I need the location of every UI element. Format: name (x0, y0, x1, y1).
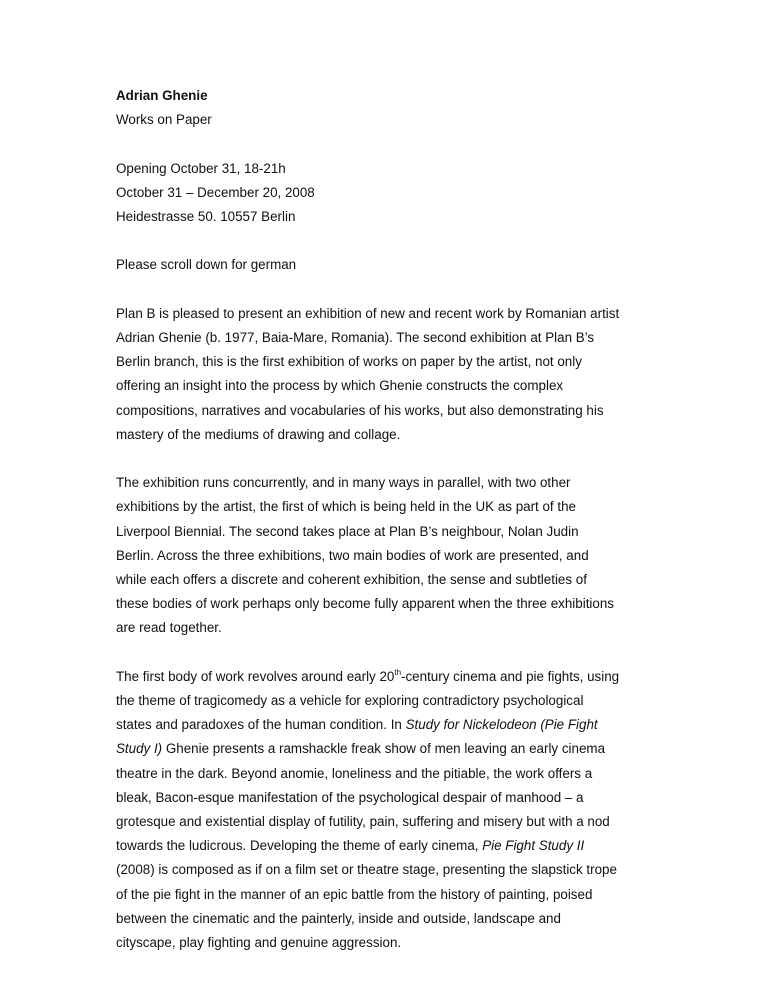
text-segment: The first body of work revolves around early 20 (116, 668, 395, 684)
spacer (116, 132, 662, 156)
paragraph-cinema (116, 665, 662, 955)
text-segment: Ghenie presents a ramshackle freak show of men leaving an early cinema (162, 741, 606, 757)
text-line: Adrian Ghenie (b. 1977, Baia-Mare, Romania). The second exhibition at Plan B’s (116, 329, 595, 345)
text-line: offering an insight into the process by which Ghenie constructs the complex (116, 378, 564, 394)
text-line: these bodies of work perhaps only become fully apparent when the three exhibitions (116, 596, 614, 612)
text-line: bleak, Bacon-esque manifestation of the psychological despair of manhood – a (116, 789, 584, 805)
text-line: Berlin branch, this is the first exhibition of works on paper by the artist, not only (116, 354, 582, 370)
document-page (116, 84, 662, 979)
opening-line: Opening October 31, 18-21h (116, 160, 286, 176)
text-line: are read together. (116, 620, 222, 636)
artist-name: Adrian Ghenie (116, 88, 208, 103)
text-line: Berlin. Across the three exhibitions, two main bodies of work are presented, and (116, 547, 589, 563)
gallery-address: Heidestrasse 50. 10557 Berlin (116, 209, 296, 224)
language-note: Please scroll down for german (116, 257, 297, 273)
text-line: of the pie fight in the manner of an epic battle from the history of painting, poised (116, 886, 593, 902)
paragraph-intro (116, 302, 662, 447)
spacer (116, 278, 662, 302)
text-line: (2008) is composed as if on a film set or theatre stage, presenting the slapstick trope (116, 862, 617, 878)
text-line: Liverpool Biennial. The second takes place at Plan B’s neighbour, Nolan Judin (116, 523, 579, 539)
work-title: Study for Nickelodeon (Pie Fight (405, 717, 598, 733)
text-line: the theme of tragicomedy as a vehicle for exploring contradictory psychological (116, 693, 584, 708)
text-line: between the cinematic and the painterly, inside and outside, landscape and (116, 910, 561, 926)
text-line (116, 737, 662, 761)
exhibition-title: Works on Paper (116, 112, 212, 128)
text-line (116, 713, 662, 737)
text-segment: -century cinema and pie fights, using (401, 668, 620, 684)
text-line: Plan B is pleased to present an exhibition of new and recent work by Romanian artist (116, 305, 620, 321)
text-line: exhibitions by the artist, the first of which is being held in the UK as part of the (116, 499, 576, 515)
spacer (116, 229, 662, 253)
text-line: while each offers a discrete and coherent exhibition, the sense and subtleties of (116, 572, 587, 587)
superscript: th (394, 667, 402, 677)
paragraph-exhibitions (116, 471, 662, 640)
text-line: compositions, narratives and vocabularies of his works, but also demonstrating his (116, 402, 604, 418)
text-line (116, 665, 662, 689)
work-title: Pie Fight Study II (482, 838, 585, 854)
work-title: Study I) (116, 741, 163, 757)
text-line: grotesque and existential display of futility, pain, suffering and misery but with a nod (116, 814, 610, 830)
text-line: cityscape, play fighting and genuine aggression. (116, 935, 402, 951)
exhibition-dates: October 31 – December 20, 2008 (116, 184, 315, 200)
text-line (116, 834, 662, 858)
text-line: theatre in the dark. Beyond anomie, loneliness and the pitiable, the work offers a (116, 765, 593, 781)
text-segment: towards the ludicrous. Developing the theme of early cinema, (116, 838, 483, 854)
text-segment: states and paradoxes of the human condition. In (116, 717, 406, 733)
text-line: mastery of the mediums of drawing and collage. (116, 426, 401, 442)
text-line: The exhibition runs concurrently, and in many ways in parallel, with two other (116, 475, 571, 491)
